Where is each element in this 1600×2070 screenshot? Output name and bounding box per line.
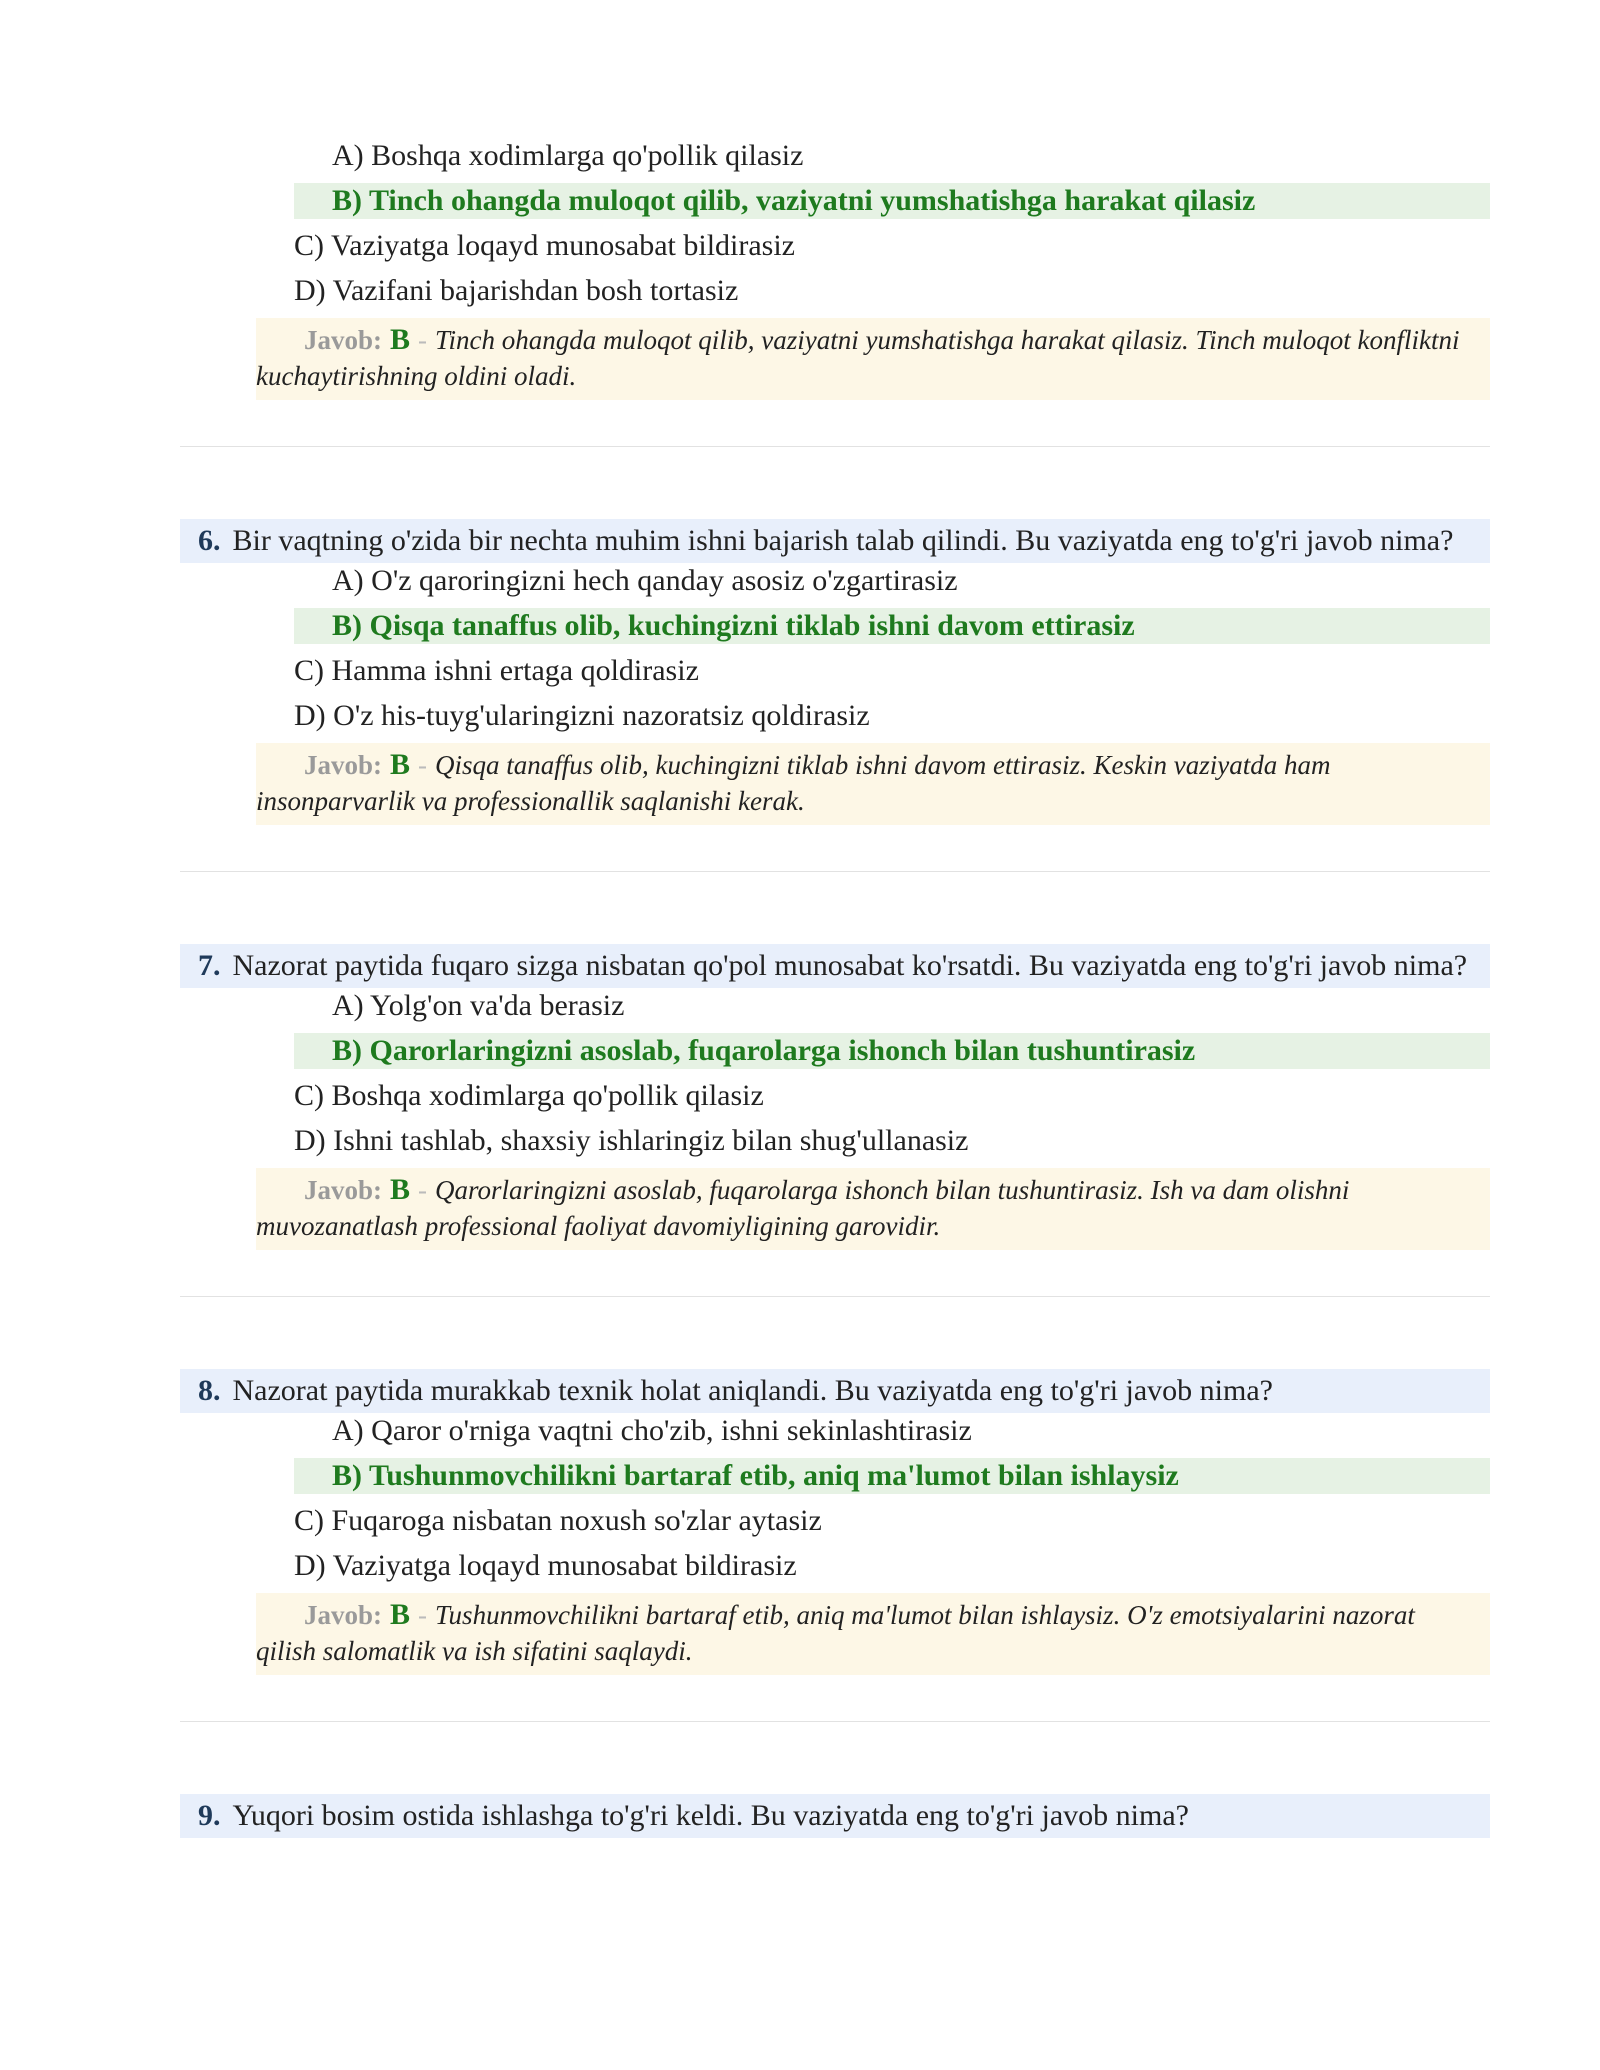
question-text: Yuqori bosim ostida ishlashga to'g'ri keldi. Bu vaziyatda eng to'g'ri javob nima? (232, 1799, 1189, 1832)
option-c: C) Boshqa xodimlarga qo'pollik qilasiz (294, 1079, 764, 1112)
question-number: 9. (198, 1799, 221, 1832)
answer-label: Javob: (304, 1175, 383, 1205)
answer-letter: B (390, 1598, 411, 1631)
question-number: 7. (198, 949, 221, 982)
answer-explanation: Tushunmovchilikni bartaraf etib, aniq ma'lumot bilan ishlaysiz. O'z emotsiyalarini nazorat qilish salomatlik va ish sifatini saqlaydi. (256, 1600, 1415, 1666)
answer-box (256, 743, 1490, 825)
document-page (180, 138, 1490, 1838)
question-text-block (180, 519, 1490, 563)
option-a: A) O'z qaroringizni hech qanday asosiz o'zgartirasiz (332, 564, 958, 597)
question-number: 8. (198, 1374, 221, 1407)
option-a: A) Qaror o'rniga vaqtni cho'zib, ishni sekinlashtirasiz (332, 1414, 972, 1447)
option-d: D) Vaziyatga loqayd munosabat bildirasiz (294, 1549, 797, 1582)
option-b-correct: B) Tushunmovchilikni bartaraf etib, aniq ma'lumot bilan ishlaysiz (294, 1458, 1490, 1494)
question-text: Nazorat paytida murakkab texnik holat aniqlandi. Bu vaziyatda eng to'g'ri javob nima? (232, 1374, 1273, 1407)
option-b-correct: B) Qarorlaringizni asoslab, fuqarolarga ishonch bilan tushuntirasiz (294, 1033, 1490, 1069)
option-d: D) Ishni tashlab, shaxsiy ishlaringiz bilan shug'ullanasiz (294, 1124, 969, 1157)
question-text-block (180, 944, 1490, 988)
option-b-correct: B) Qisqa tanaffus olib, kuchingizni tiklab ishni davom ettirasiz (294, 608, 1490, 644)
answer-box (256, 318, 1490, 400)
answer-letter: B (390, 1173, 411, 1206)
section-divider (180, 446, 1490, 447)
answer-letter: B (390, 748, 411, 781)
question-number: 6. (198, 524, 221, 557)
option-c: C) Hamma ishni ertaga qoldirasiz (294, 654, 699, 687)
answer-box (256, 1168, 1490, 1250)
answer-explanation: Qisqa tanaffus olib, kuchingizni tiklab ishni davom ettirasiz. Keskin vaziyatda ham insonparvarlik va professionallik saqlanishi kerak. (256, 750, 1331, 816)
answer-dash: - (418, 1600, 428, 1630)
answer-letter: B (390, 323, 411, 356)
option-d: D) Vazifani bajarishdan bosh tortasiz (294, 274, 739, 307)
question-text: Nazorat paytida fuqaro sizga nisbatan qo'pol munosabat ko'rsatdi. Bu vaziyatda eng to'g'ri javob nima? (232, 949, 1468, 982)
section-divider (180, 1721, 1490, 1722)
answer-label: Javob: (304, 325, 383, 355)
option-b-correct: B) Tinch ohangda muloqot qilib, vaziyatni yumshatishga harakat qilasiz (294, 183, 1490, 219)
option-d: D) O'z his-tuyg'ularingizni nazoratsiz qoldirasiz (294, 699, 870, 732)
option-a: A) Boshqa xodimlarga qo'pollik qilasiz (332, 139, 804, 172)
question-6 (180, 519, 1490, 825)
option-a: A) Yolg'on va'da berasiz (332, 989, 625, 1022)
answer-box (256, 1593, 1490, 1675)
question-text-block (180, 1794, 1490, 1838)
answer-explanation: Qarorlaringizni asoslab, fuqarolarga ishonch bilan tushuntirasiz. Ish va dam olishni muvozanatlash professional faoliyat davomiyligining garovidir. (256, 1175, 1350, 1241)
answer-dash: - (418, 1175, 428, 1205)
answer-dash: - (418, 750, 428, 780)
question-7 (180, 944, 1490, 1250)
answer-dash: - (418, 325, 428, 355)
section-divider (180, 871, 1490, 872)
question-5-continuation (180, 138, 1490, 400)
question-text-block (180, 1369, 1490, 1413)
answer-label: Javob: (304, 750, 383, 780)
answer-label: Javob: (304, 1600, 383, 1630)
answer-explanation: Tinch ohangda muloqot qilib, vaziyatni yumshatishga harakat qilasiz. Tinch muloqot konfliktni kuchaytirishning oldini oladi. (256, 325, 1460, 391)
option-c: C) Vaziyatga loqayd munosabat bildirasiz (294, 229, 795, 262)
question-8 (180, 1369, 1490, 1675)
section-divider (180, 1296, 1490, 1297)
question-9 (180, 1794, 1490, 1838)
option-c: C) Fuqaroga nisbatan noxush so'zlar aytasiz (294, 1504, 822, 1537)
question-text: Bir vaqtning o'zida bir nechta muhim ishni bajarish talab qilindi. Bu vaziyatda eng to'g'ri javob nima? (232, 524, 1454, 557)
